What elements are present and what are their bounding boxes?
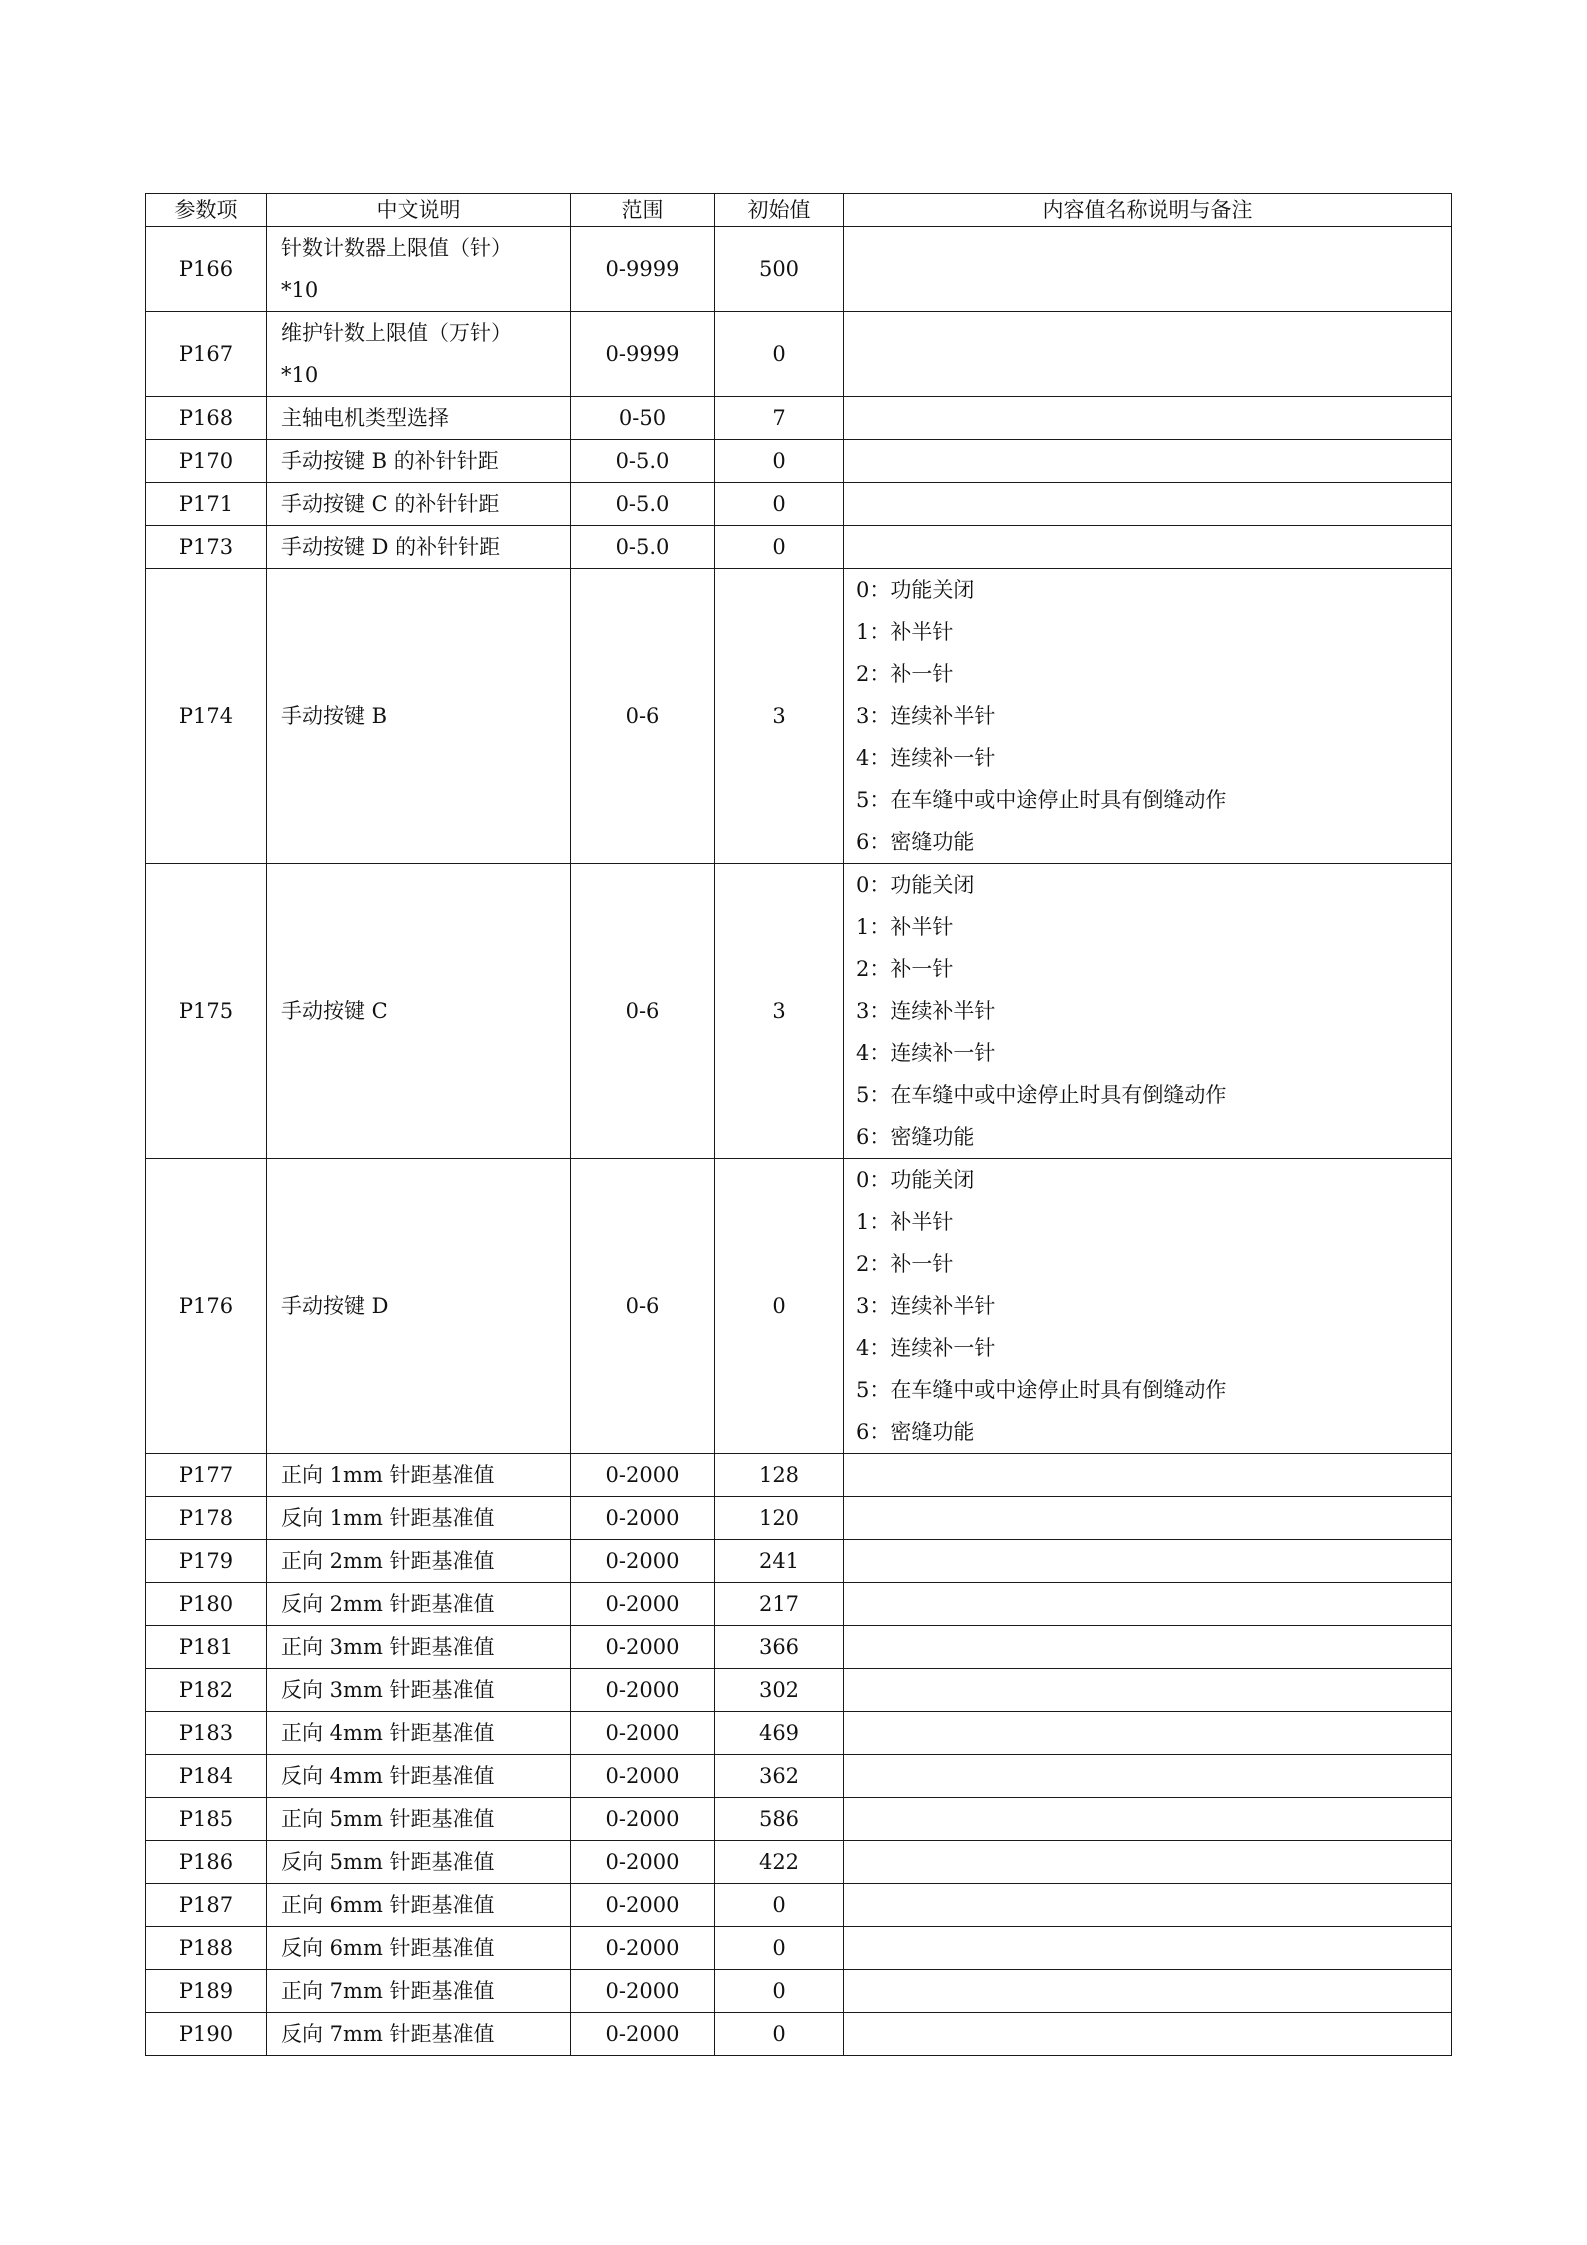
cell-param: P185 bbox=[146, 1798, 267, 1841]
cell-param: P189 bbox=[146, 1970, 267, 2013]
cell-param: P170 bbox=[146, 440, 267, 483]
note-line: 2：补一针 bbox=[856, 1252, 954, 1276]
cell-range: 0-5.0 bbox=[571, 526, 715, 569]
description-line: 手动按键 B 的补针针距 bbox=[281, 449, 499, 473]
cell-param: P171 bbox=[146, 483, 267, 526]
cell-description bbox=[267, 1755, 571, 1798]
cell-param: P188 bbox=[146, 1927, 267, 1970]
description-line: 反向 7mm 针距基准值 bbox=[281, 2022, 495, 2046]
description-line: 手动按键 C bbox=[281, 999, 388, 1023]
cell-description bbox=[267, 2013, 571, 2056]
note-line: 1：补半针 bbox=[856, 1210, 954, 1234]
cell-notes bbox=[844, 864, 1452, 1159]
cell-description bbox=[267, 1798, 571, 1841]
cell-description bbox=[267, 1497, 571, 1540]
cell-description bbox=[267, 1159, 571, 1454]
note-line: 6：密缝功能 bbox=[856, 1420, 975, 1444]
parameter-table bbox=[145, 193, 1452, 2056]
cell-range: 0-2000 bbox=[571, 1669, 715, 1712]
cell-notes bbox=[844, 1798, 1452, 1841]
table-row bbox=[146, 1970, 1452, 2013]
cell-range: 0-2000 bbox=[571, 1712, 715, 1755]
table-row bbox=[146, 1884, 1452, 1927]
description-line: 反向 6mm 针距基准值 bbox=[281, 1936, 495, 1960]
cell-range: 0-2000 bbox=[571, 1884, 715, 1927]
cell-range: 0-2000 bbox=[571, 2013, 715, 2056]
cell-default: 241 bbox=[715, 1540, 844, 1583]
table-row bbox=[146, 1669, 1452, 1712]
cell-description bbox=[267, 227, 571, 312]
description-line: 手动按键 B bbox=[281, 704, 388, 728]
description-line: 手动按键 D 的补针针距 bbox=[281, 535, 501, 559]
cell-notes bbox=[844, 1970, 1452, 2013]
description-line: 正向 7mm 针距基准值 bbox=[281, 1979, 495, 2003]
cell-notes bbox=[844, 1841, 1452, 1884]
header-param: 参数项 bbox=[146, 194, 267, 227]
cell-param: P182 bbox=[146, 1669, 267, 1712]
note-line: 5：在车缝中或中途停止时具有倒缝动作 bbox=[856, 1083, 1227, 1107]
cell-notes bbox=[844, 526, 1452, 569]
cell-notes bbox=[844, 569, 1452, 864]
description-line: 正向 2mm 针距基准值 bbox=[281, 1549, 495, 1573]
cell-param: P175 bbox=[146, 864, 267, 1159]
cell-default: 0 bbox=[715, 526, 844, 569]
cell-range: 0-2000 bbox=[571, 1798, 715, 1841]
cell-range: 0-2000 bbox=[571, 1454, 715, 1497]
cell-description bbox=[267, 1626, 571, 1669]
cell-range: 0-5.0 bbox=[571, 483, 715, 526]
description-line: 主轴电机类型选择 bbox=[281, 406, 449, 430]
table-row bbox=[146, 1841, 1452, 1884]
cell-notes bbox=[844, 1884, 1452, 1927]
cell-param: P180 bbox=[146, 1583, 267, 1626]
cell-param: P173 bbox=[146, 526, 267, 569]
description-line: 手动按键 D bbox=[281, 1294, 389, 1318]
cell-default: 7 bbox=[715, 397, 844, 440]
cell-range: 0-50 bbox=[571, 397, 715, 440]
header-default: 初始值 bbox=[715, 194, 844, 227]
description-line: 正向 1mm 针距基准值 bbox=[281, 1463, 495, 1487]
cell-default: 3 bbox=[715, 864, 844, 1159]
note-line: 3：连续补半针 bbox=[856, 704, 996, 728]
cell-default: 0 bbox=[715, 1159, 844, 1454]
cell-default: 120 bbox=[715, 1497, 844, 1540]
cell-default: 362 bbox=[715, 1755, 844, 1798]
cell-notes bbox=[844, 1540, 1452, 1583]
note-line: 6：密缝功能 bbox=[856, 1125, 975, 1149]
description-line: 正向 3mm 针距基准值 bbox=[281, 1635, 495, 1659]
cell-default: 366 bbox=[715, 1626, 844, 1669]
note-line: 4：连续补一针 bbox=[856, 1336, 996, 1360]
cell-param: P183 bbox=[146, 1712, 267, 1755]
cell-description bbox=[267, 1841, 571, 1884]
table-body bbox=[146, 227, 1452, 2056]
note-line: 4：连续补一针 bbox=[856, 1041, 996, 1065]
cell-param: P179 bbox=[146, 1540, 267, 1583]
cell-description bbox=[267, 1583, 571, 1626]
cell-notes bbox=[844, 440, 1452, 483]
cell-description bbox=[267, 1669, 571, 1712]
cell-range: 0-2000 bbox=[571, 1755, 715, 1798]
cell-range: 0-2000 bbox=[571, 1626, 715, 1669]
table-row bbox=[146, 1583, 1452, 1626]
header-range: 范围 bbox=[571, 194, 715, 227]
cell-default: 302 bbox=[715, 1669, 844, 1712]
cell-description bbox=[267, 864, 571, 1159]
table-row bbox=[146, 397, 1452, 440]
table-row bbox=[146, 569, 1452, 864]
cell-range: 0-2000 bbox=[571, 1540, 715, 1583]
cell-param: P190 bbox=[146, 2013, 267, 2056]
cell-range: 0-9999 bbox=[571, 227, 715, 312]
cell-notes bbox=[844, 1583, 1452, 1626]
table-row bbox=[146, 227, 1452, 312]
description-line: 针数计数器上限值（针） bbox=[281, 236, 512, 260]
cell-default: 0 bbox=[715, 440, 844, 483]
cell-range: 0-6 bbox=[571, 569, 715, 864]
cell-default: 128 bbox=[715, 1454, 844, 1497]
table-row bbox=[146, 526, 1452, 569]
table-row bbox=[146, 1540, 1452, 1583]
cell-description bbox=[267, 1712, 571, 1755]
note-line: 3：连续补半针 bbox=[856, 1294, 996, 1318]
note-line: 2：补一针 bbox=[856, 957, 954, 981]
description-line: 手动按键 C 的补针针距 bbox=[281, 492, 500, 516]
cell-range: 0-2000 bbox=[571, 1497, 715, 1540]
cell-description bbox=[267, 1540, 571, 1583]
cell-description bbox=[267, 1454, 571, 1497]
cell-range: 0-2000 bbox=[571, 1583, 715, 1626]
cell-param: P184 bbox=[146, 1755, 267, 1798]
description-line: 维护针数上限值（万针） bbox=[281, 321, 512, 345]
cell-range: 0-2000 bbox=[571, 1927, 715, 1970]
cell-default: 0 bbox=[715, 483, 844, 526]
note-line: 4：连续补一针 bbox=[856, 746, 996, 770]
cell-default: 0 bbox=[715, 312, 844, 397]
cell-param: P186 bbox=[146, 1841, 267, 1884]
cell-range: 0-2000 bbox=[571, 1841, 715, 1884]
description-line: 正向 4mm 针距基准值 bbox=[281, 1721, 495, 1745]
table-row bbox=[146, 1159, 1452, 1454]
cell-default: 469 bbox=[715, 1712, 844, 1755]
table-row bbox=[146, 440, 1452, 483]
cell-notes bbox=[844, 1454, 1452, 1497]
table-header bbox=[146, 194, 1452, 227]
cell-default: 586 bbox=[715, 1798, 844, 1841]
table-row bbox=[146, 312, 1452, 397]
table-row bbox=[146, 1626, 1452, 1669]
header-notes: 内容值名称说明与备注 bbox=[844, 194, 1452, 227]
cell-param: P181 bbox=[146, 1626, 267, 1669]
table-row bbox=[146, 2013, 1452, 2056]
cell-default: 0 bbox=[715, 1970, 844, 2013]
cell-description bbox=[267, 397, 571, 440]
table-row bbox=[146, 1497, 1452, 1540]
note-line: 3：连续补半针 bbox=[856, 999, 996, 1023]
cell-default: 422 bbox=[715, 1841, 844, 1884]
note-line: 2：补一针 bbox=[856, 662, 954, 686]
cell-description bbox=[267, 440, 571, 483]
cell-notes bbox=[844, 2013, 1452, 2056]
cell-param: P174 bbox=[146, 569, 267, 864]
cell-notes bbox=[844, 312, 1452, 397]
note-line: 1：补半针 bbox=[856, 620, 954, 644]
cell-param: P166 bbox=[146, 227, 267, 312]
note-line: 1：补半针 bbox=[856, 915, 954, 939]
note-line: 0：功能关闭 bbox=[856, 578, 975, 602]
cell-notes bbox=[844, 1755, 1452, 1798]
cell-param: P167 bbox=[146, 312, 267, 397]
cell-notes bbox=[844, 1927, 1452, 1970]
cell-default: 0 bbox=[715, 1927, 844, 1970]
description-line: 反向 1mm 针距基准值 bbox=[281, 1506, 495, 1530]
cell-description bbox=[267, 1927, 571, 1970]
note-line: 5：在车缝中或中途停止时具有倒缝动作 bbox=[856, 1378, 1227, 1402]
table-row bbox=[146, 1712, 1452, 1755]
table-row bbox=[146, 1755, 1452, 1798]
cell-param: P178 bbox=[146, 1497, 267, 1540]
description-line: 反向 3mm 针距基准值 bbox=[281, 1678, 495, 1702]
table-row bbox=[146, 1454, 1452, 1497]
cell-notes bbox=[844, 1712, 1452, 1755]
cell-range: 0-5.0 bbox=[571, 440, 715, 483]
cell-default: 3 bbox=[715, 569, 844, 864]
description-line: 正向 6mm 针距基准值 bbox=[281, 1893, 495, 1917]
cell-range: 0-6 bbox=[571, 1159, 715, 1454]
cell-description bbox=[267, 483, 571, 526]
cell-description bbox=[267, 312, 571, 397]
cell-range: 0-9999 bbox=[571, 312, 715, 397]
note-line: 5：在车缝中或中途停止时具有倒缝动作 bbox=[856, 788, 1227, 812]
cell-description bbox=[267, 1884, 571, 1927]
description-line: *10 bbox=[281, 363, 319, 387]
cell-notes bbox=[844, 397, 1452, 440]
cell-range: 0-2000 bbox=[571, 1970, 715, 2013]
note-line: 0：功能关闭 bbox=[856, 873, 975, 897]
cell-default: 0 bbox=[715, 1884, 844, 1927]
header-row bbox=[146, 194, 1452, 227]
cell-notes bbox=[844, 227, 1452, 312]
table-row bbox=[146, 1798, 1452, 1841]
table-row bbox=[146, 1927, 1452, 1970]
cell-param: P177 bbox=[146, 1454, 267, 1497]
cell-range: 0-6 bbox=[571, 864, 715, 1159]
description-line: 反向 2mm 针距基准值 bbox=[281, 1592, 495, 1616]
cell-description bbox=[267, 569, 571, 864]
cell-notes bbox=[844, 483, 1452, 526]
cell-default: 0 bbox=[715, 2013, 844, 2056]
cell-param: P168 bbox=[146, 397, 267, 440]
table-row bbox=[146, 864, 1452, 1159]
cell-param: P187 bbox=[146, 1884, 267, 1927]
cell-description bbox=[267, 1970, 571, 2013]
cell-param: P176 bbox=[146, 1159, 267, 1454]
cell-notes bbox=[844, 1497, 1452, 1540]
cell-notes bbox=[844, 1626, 1452, 1669]
cell-notes bbox=[844, 1159, 1452, 1454]
description-line: *10 bbox=[281, 278, 319, 302]
note-line: 6：密缝功能 bbox=[856, 830, 975, 854]
cell-default: 500 bbox=[715, 227, 844, 312]
cell-default: 217 bbox=[715, 1583, 844, 1626]
cell-notes bbox=[844, 1669, 1452, 1712]
description-line: 反向 4mm 针距基准值 bbox=[281, 1764, 495, 1788]
table-row bbox=[146, 483, 1452, 526]
description-line: 正向 5mm 针距基准值 bbox=[281, 1807, 495, 1831]
header-description: 中文说明 bbox=[267, 194, 571, 227]
note-line: 0：功能关闭 bbox=[856, 1168, 975, 1192]
cell-description bbox=[267, 526, 571, 569]
description-line: 反向 5mm 针距基准值 bbox=[281, 1850, 495, 1874]
